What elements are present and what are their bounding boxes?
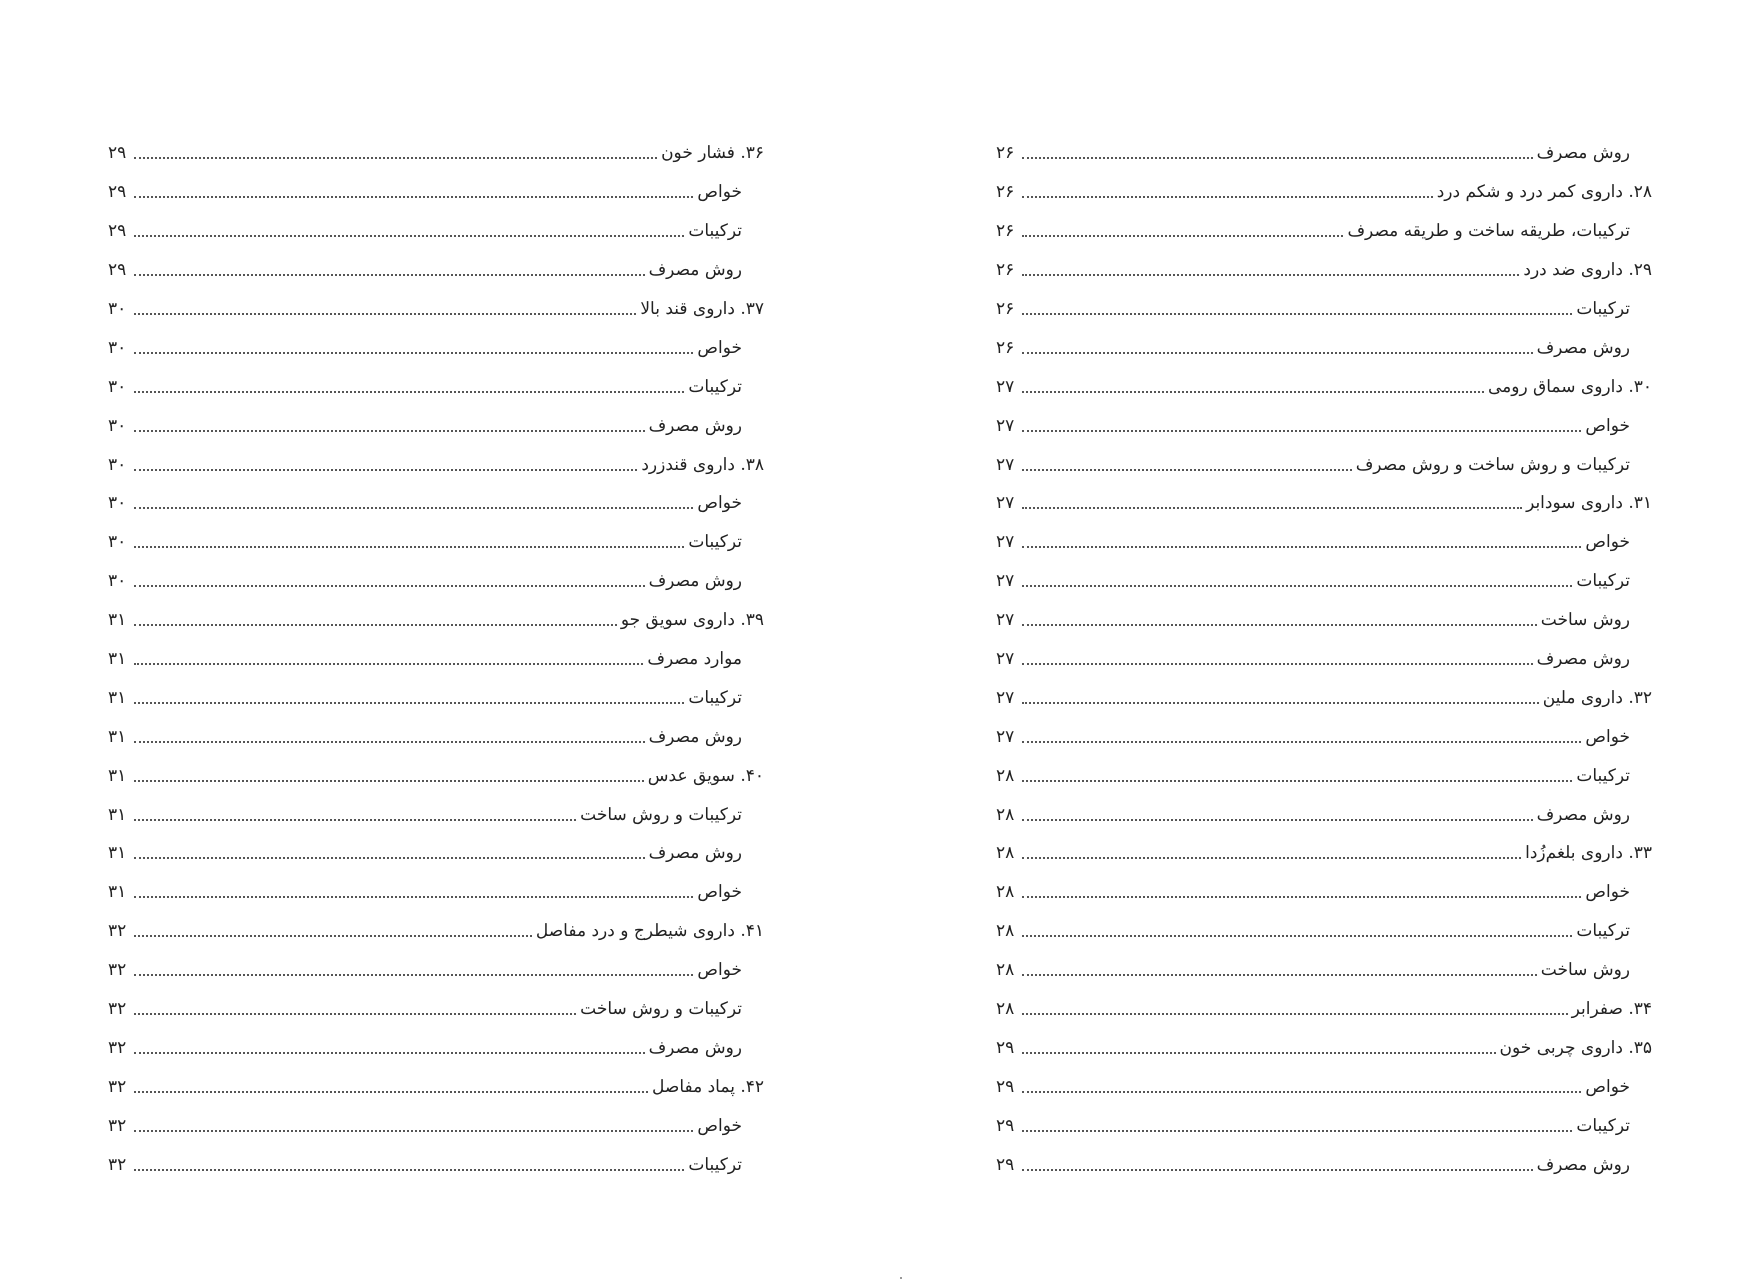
- toc-entry-page-number: ۳۰: [108, 493, 127, 514]
- dot-leader: [1022, 313, 1572, 315]
- toc-entry: [108, 134, 764, 173]
- toc-entry: [996, 678, 1652, 717]
- dot-leader: [1022, 1013, 1568, 1015]
- dot-leader: [134, 313, 636, 315]
- toc-entry-page-number: ۲۸: [996, 882, 1015, 903]
- toc-entry-title: ترکیبات: [688, 687, 742, 708]
- toc-entry: [996, 173, 1652, 212]
- toc-subentry: [996, 601, 1652, 640]
- toc-entry-page-number: ۳۰: [108, 454, 127, 475]
- toc-subentry: [996, 406, 1652, 445]
- toc-entry-title: ۳۴. صفرابر: [1571, 999, 1652, 1020]
- toc-subentry: [996, 912, 1652, 951]
- dot-leader: [1022, 1169, 1533, 1171]
- dot-leader: [1022, 391, 1484, 393]
- toc-subentry: [108, 990, 764, 1029]
- toc-subentry: [108, 873, 764, 912]
- toc-entry: [996, 990, 1652, 1029]
- toc-entry-page-number: ۲۹: [108, 143, 127, 164]
- dot-leader: [134, 935, 532, 937]
- toc-entry-page-number: ۲۷: [996, 454, 1015, 475]
- dot-leader: [1022, 585, 1572, 587]
- toc-entry-page-number: ۲۹: [108, 182, 127, 203]
- toc-entry-title: ۳۰. داروی سماق رومی: [1487, 376, 1652, 397]
- toc-entry-page-number: ۳۱: [108, 610, 127, 631]
- toc-entry-page-number: ۲۸: [996, 843, 1015, 864]
- toc-entry-title: ترکیبات و روش ساخت: [580, 999, 742, 1020]
- dot-leader: [134, 1091, 648, 1093]
- dot-leader: [134, 741, 645, 743]
- toc-entry-page-number: ۲۸: [996, 765, 1015, 786]
- toc-entry-title: روش مصرف: [1536, 649, 1630, 670]
- toc-subentry: [108, 328, 764, 367]
- dot-leader: [134, 819, 576, 821]
- toc-subentry: [108, 406, 764, 445]
- toc-entry-title: خواص: [1585, 1076, 1630, 1097]
- toc-entry-page-number: ۲۶: [996, 260, 1015, 281]
- dot-leader: [134, 896, 693, 898]
- dot-leader: [1022, 235, 1343, 237]
- dot-leader: [134, 1169, 684, 1171]
- toc-subentry: [108, 562, 764, 601]
- dot-leader: [1022, 624, 1537, 626]
- toc-entry-page-number: ۲۹: [996, 1154, 1015, 1175]
- toc-subentry: [996, 562, 1652, 601]
- toc-entry-page-number: ۳۲: [108, 999, 127, 1020]
- toc-entry-title: ۳۷. داروی قند بالا: [640, 299, 764, 319]
- toc-entry-page-number: ۳۲: [108, 960, 127, 981]
- toc-subentry: [108, 640, 764, 679]
- dot-leader: [134, 702, 684, 704]
- toc-entry-page-number: ۳۲: [108, 921, 127, 942]
- toc-subentry: [108, 834, 764, 873]
- toc-entry-title: روش مصرف: [1536, 804, 1630, 825]
- toc-entry-page-number: ۲۷: [996, 532, 1015, 553]
- toc-subentry: [996, 445, 1652, 484]
- toc-entry-title: ۴۱. داروی شیطرج و درد مفاصل: [535, 921, 764, 942]
- toc-entry-title: روش مصرف: [648, 260, 742, 281]
- toc-entry-page-number: ۳۱: [108, 804, 127, 825]
- dot-leader: [1022, 1052, 1496, 1054]
- toc-entry-page-number: ۳۲: [108, 1037, 127, 1058]
- toc-entry-title: خواص: [1585, 726, 1630, 747]
- toc-entry-page-number: ۲۷: [996, 415, 1015, 436]
- toc-entry-page-number: ۲۷: [996, 493, 1015, 514]
- toc-entry: [996, 834, 1652, 873]
- toc-entry-title: روش مصرف: [1536, 337, 1630, 358]
- toc-subentry: [108, 1145, 764, 1184]
- toc-subentry: [996, 873, 1652, 912]
- dot-leader: [134, 780, 644, 782]
- toc-subentry: [996, 328, 1652, 367]
- dot-leader: [134, 274, 645, 276]
- dot-leader: [1022, 469, 1352, 471]
- toc-entry-title: خواص: [697, 493, 742, 514]
- dot-leader: [1022, 741, 1581, 743]
- toc-entry-page-number: ۲۹: [108, 221, 127, 242]
- dot-leader: [134, 469, 637, 471]
- toc-subentry: [108, 678, 764, 717]
- toc-entry-page-number: ۳۱: [108, 843, 127, 864]
- dot-leader: [134, 857, 645, 859]
- toc-entry-title: ترکیبات: [688, 1154, 742, 1175]
- toc-subentry: [108, 523, 764, 562]
- toc-entry-title: ترکیبات: [688, 376, 742, 397]
- toc-entry-title: خواص: [697, 1115, 742, 1136]
- toc-subentry: [108, 951, 764, 990]
- toc-entry-page-number: ۲۹: [996, 1037, 1015, 1058]
- dot-leader: [1022, 1130, 1572, 1132]
- toc-entry-title: خواص: [1585, 415, 1630, 436]
- toc-entry-title: خواص: [697, 960, 742, 981]
- toc-entry-title: ترکیبات و روش ساخت: [580, 804, 742, 825]
- toc-entry: [996, 367, 1652, 406]
- toc-entry-title: ترکیبات: [688, 221, 742, 242]
- dot-leader: [134, 546, 684, 548]
- toc-entry-title: خواص: [697, 882, 742, 903]
- toc-entry-title: ۲۹. داروی ضد درد: [1523, 260, 1652, 281]
- toc-entry-page-number: ۳۱: [108, 726, 127, 747]
- toc-entry-page-number: ۲۹: [996, 1115, 1015, 1136]
- toc-entry-page-number: ۳۱: [108, 765, 127, 786]
- toc-right-page: [996, 134, 1652, 1184]
- toc-entry-title: روش ساخت: [1540, 960, 1630, 981]
- toc-entry-title: ۳۱. داروی سودابر: [1526, 493, 1652, 514]
- toc-entry-page-number: ۲۷: [996, 571, 1015, 592]
- toc-entry-page-number: ۲۷: [996, 726, 1015, 747]
- toc-subentry: [108, 212, 764, 251]
- toc-entry-page-number: ۲۸: [996, 999, 1015, 1020]
- dot-leader: [1022, 430, 1581, 432]
- toc-entry-title: ۳۹. داروی سویق جو: [620, 610, 764, 631]
- toc-entry: [108, 1067, 764, 1106]
- dot-leader: [134, 430, 645, 432]
- dot-leader: [1022, 974, 1537, 976]
- toc-subentry: [108, 484, 764, 523]
- toc-entry-page-number: ۳۱: [108, 649, 127, 670]
- toc-entry-title: ۳۸. داروی قندزرد: [641, 454, 764, 475]
- dot-leader: [134, 1052, 645, 1054]
- toc-entry-page-number: ۳۰: [108, 337, 127, 358]
- dot-leader: [1022, 702, 1539, 704]
- toc-entry-page-number: ۲۶: [996, 143, 1015, 164]
- dot-leader: [134, 663, 643, 665]
- toc-entry-title: روش مصرف: [648, 1037, 742, 1058]
- toc-entry-page-number: ۲۸: [996, 804, 1015, 825]
- toc-entry: [108, 290, 764, 329]
- toc-entry-page-number: ۲۷: [996, 687, 1015, 708]
- toc-entry-page-number: ۲۶: [996, 337, 1015, 358]
- toc-subentry: [108, 367, 764, 406]
- toc-entry-title: موارد مصرف: [647, 649, 742, 670]
- toc-entry-title: روش مصرف: [1536, 143, 1630, 164]
- toc-entry-page-number: ۳۰: [108, 376, 127, 397]
- dot-leader: [134, 585, 645, 587]
- dot-leader: [1022, 546, 1581, 548]
- toc-subentry: [108, 173, 764, 212]
- dot-leader: [134, 196, 693, 198]
- toc-entry-title: ۳۲. داروی ملین: [1542, 687, 1652, 708]
- toc-entry-title: روش مصرف: [648, 415, 742, 436]
- toc-entry: [996, 251, 1652, 290]
- dot-leader: [134, 624, 617, 626]
- toc-entry-title: ترکیبات و روش ساخت و روش مصرف: [1355, 454, 1630, 475]
- toc-entry-page-number: ۲۷: [996, 376, 1015, 397]
- toc-subentry: [996, 212, 1652, 251]
- toc-subentry: [108, 795, 764, 834]
- dot-leader: [1022, 663, 1533, 665]
- toc-entry: [108, 912, 764, 951]
- toc-entry-page-number: ۲۹: [996, 1076, 1015, 1097]
- dot-leader: [134, 157, 657, 159]
- toc-entry-title: ترکیبات: [688, 532, 742, 553]
- toc-entry: [108, 756, 764, 795]
- toc-left-page: [108, 134, 764, 1184]
- dot-leader: [134, 352, 693, 354]
- dot-leader: [134, 1130, 693, 1132]
- toc-subentry: [108, 251, 764, 290]
- toc-subentry: [996, 134, 1652, 173]
- toc-entry-title: روش مصرف: [1536, 1154, 1630, 1175]
- toc-subentry: [996, 290, 1652, 329]
- toc-subentry: [108, 717, 764, 756]
- toc-entry-title: ۴۲. پماد مفاصل: [652, 1076, 764, 1097]
- toc-entry-page-number: ۲۶: [996, 299, 1015, 319]
- toc-entry-title: ترکیبات: [1576, 921, 1630, 942]
- toc-entry-page-number: ۲۷: [996, 610, 1015, 631]
- toc-entry-title: روش ساخت: [1540, 610, 1630, 631]
- toc-entry: [108, 601, 764, 640]
- toc-entry-title: خواص: [697, 337, 742, 358]
- dot-leader: [1022, 196, 1433, 198]
- toc-entry-page-number: ۳۱: [108, 882, 127, 903]
- toc-entry-page-number: ۳۱: [108, 687, 127, 708]
- dot-leader: [1022, 507, 1522, 509]
- toc-subentry: [996, 1067, 1652, 1106]
- dot-leader: [134, 974, 693, 976]
- toc-entry-page-number: ۲۶: [996, 221, 1015, 242]
- toc-entry-page-number: ۲۹: [108, 260, 127, 281]
- toc-entry-page-number: ۳۲: [108, 1115, 127, 1136]
- toc-entry-title: ترکیبات، طریقه ساخت و طریقه مصرف: [1347, 221, 1630, 242]
- dot-leader: [1022, 780, 1572, 782]
- toc-entry: [108, 445, 764, 484]
- toc-subentry: [108, 1106, 764, 1145]
- toc-subentry: [996, 640, 1652, 679]
- toc-entry-title: روش مصرف: [648, 726, 742, 747]
- toc-entry-title: ۳۵. داروی چربی خون: [1499, 1037, 1652, 1058]
- dot-leader: [1022, 935, 1572, 937]
- dot-leader: [134, 235, 684, 237]
- dot-leader: [1022, 157, 1533, 159]
- dot-leader: [1022, 1091, 1581, 1093]
- toc-subentry: [996, 756, 1652, 795]
- dot-leader: [1022, 352, 1533, 354]
- toc-entry-title: روش مصرف: [648, 843, 742, 864]
- toc-subentry: [996, 717, 1652, 756]
- toc-subentry: [996, 1106, 1652, 1145]
- dot-leader: [1022, 274, 1519, 276]
- toc-entry-page-number: ۳۰: [108, 571, 127, 592]
- toc-subentry: [996, 951, 1652, 990]
- toc-entry-page-number: ۳۰: [108, 415, 127, 436]
- toc-subentry: [996, 523, 1652, 562]
- toc-entry-page-number: ۲۸: [996, 921, 1015, 942]
- dot-leader: [1022, 857, 1521, 859]
- toc-entry-title: ۳۶. فشار خون: [661, 143, 764, 164]
- dot-leader: [134, 507, 693, 509]
- toc-entry-page-number: ۳۰: [108, 532, 127, 553]
- toc-entry-title: خواص: [1585, 532, 1630, 553]
- toc-entry-page-number: ۲۶: [996, 182, 1015, 203]
- toc-entry-page-number: ۲۸: [996, 960, 1015, 981]
- toc-entry-title: ۳۳. داروی بلغم‌زُدا: [1525, 843, 1652, 864]
- toc-entry-title: ترکیبات: [1576, 1115, 1630, 1136]
- toc-entry-page-number: ۳۰: [108, 299, 127, 319]
- toc-entry-title: روش مصرف: [648, 571, 742, 592]
- toc-entry: [996, 1028, 1652, 1067]
- toc-entry-title: ترکیبات: [1576, 765, 1630, 786]
- toc-entry-title: خواص: [1585, 882, 1630, 903]
- toc-subentry: [996, 1145, 1652, 1184]
- toc-entry: [996, 484, 1652, 523]
- dot-leader: [134, 1013, 576, 1015]
- dot-leader: [1022, 819, 1533, 821]
- toc-entry-page-number: ۲۷: [996, 649, 1015, 670]
- dot-leader: [1022, 896, 1581, 898]
- toc-subentry: [108, 1028, 764, 1067]
- toc-entry-title: ترکیبات: [1576, 299, 1630, 319]
- dot-leader: [134, 391, 684, 393]
- toc-subentry: [996, 795, 1652, 834]
- toc-entry-title: ۲۸. داروی کمر درد و شکم درد: [1436, 182, 1652, 203]
- toc-entry-title: ۴۰. سویق عدس: [647, 765, 764, 786]
- toc-entry-page-number: ۳۲: [108, 1076, 127, 1097]
- toc-entry-title: ترکیبات: [1576, 571, 1630, 592]
- page-mark: [900, 1277, 902, 1279]
- toc-entry-title: خواص: [697, 182, 742, 203]
- toc-entry-page-number: ۳۲: [108, 1154, 127, 1175]
